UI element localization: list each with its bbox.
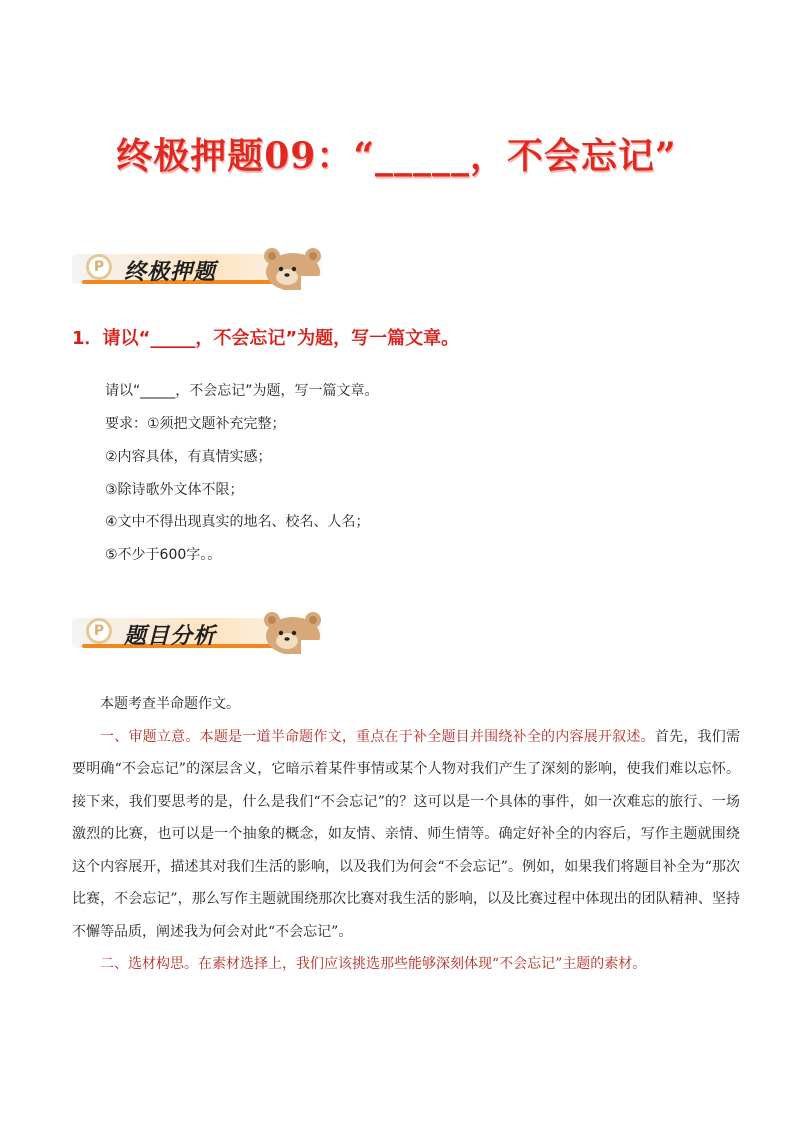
analysis-paragraph-2 <box>72 948 740 981</box>
p-badge-icon: P <box>86 618 112 644</box>
requirement-line: ④文中不得出现真实的地名、校名、人名； <box>105 514 370 530</box>
analysis-body <box>72 688 740 981</box>
section-banner-ultimate <box>72 248 330 288</box>
section-label: 终极押题 <box>124 260 217 285</box>
analysis-heading-2: 二、选材构思。在素材选择上，我们应该挑选那些能够深刻体现“不会忘记”主题的素材。 <box>100 956 647 972</box>
p-badge-icon: P <box>86 254 112 280</box>
analysis-paragraph-1 <box>72 721 740 949</box>
section-banner-analysis <box>72 612 330 652</box>
analysis-heading-1: 一、审题立意。本题是一道半命题作文，重点在于补全题目并围绕补全的内容展开叙述。 <box>100 728 655 745</box>
requirement-line: ⑤不少于600字。。 <box>105 547 222 563</box>
analysis-intro: 本题考查半命题作文。 <box>100 696 240 712</box>
requirement-line: ③除诗歌外文体不限； <box>105 482 244 498</box>
bear-mascot-icon <box>257 606 327 654</box>
bear-mascot-icon <box>257 242 327 290</box>
requirement-line: 要求：①须把文题补充完整； <box>105 416 286 432</box>
requirement-line: ②内容具体，有真情实感； <box>105 449 272 465</box>
prompt-line: 请以“_____，不会忘记”为题，写一篇文章。 <box>105 383 379 399</box>
section-label: 题目分析 <box>124 624 217 649</box>
page-title: 终极押题09：“_____，不会忘记” <box>116 135 677 177</box>
analysis-text-1: 首先，我们需要明确“不会忘记”的深层含义，它暗示着某件事情或某个人物对我们产生了深刻的影响，使我们难以忘怀。接下来，我们要思考的是，什么是我们“不会忘记”的？这可以是一个具体的事件，如一次难忘的旅行、一场激烈的比赛，也可以是一个抽象的概念，如友情、亲情、师生情等。确定好补全的内容后，写作主题就围绕这个内容展开，描述其对我们生活的影响，以及我们为何会“不会忘记”。例如，如果我们将题目补全为“那次比赛，不会忘记”，那么写作主题就围绕那次比赛对我生活的影响，以及比赛过程中体现出的团队精神、坚持不懈等品质，阐述我为何会对此“不会忘记”。 <box>72 728 741 940</box>
question-title: 1．请以“_____，不会忘记”为题，写一篇文章。 <box>72 328 460 349</box>
